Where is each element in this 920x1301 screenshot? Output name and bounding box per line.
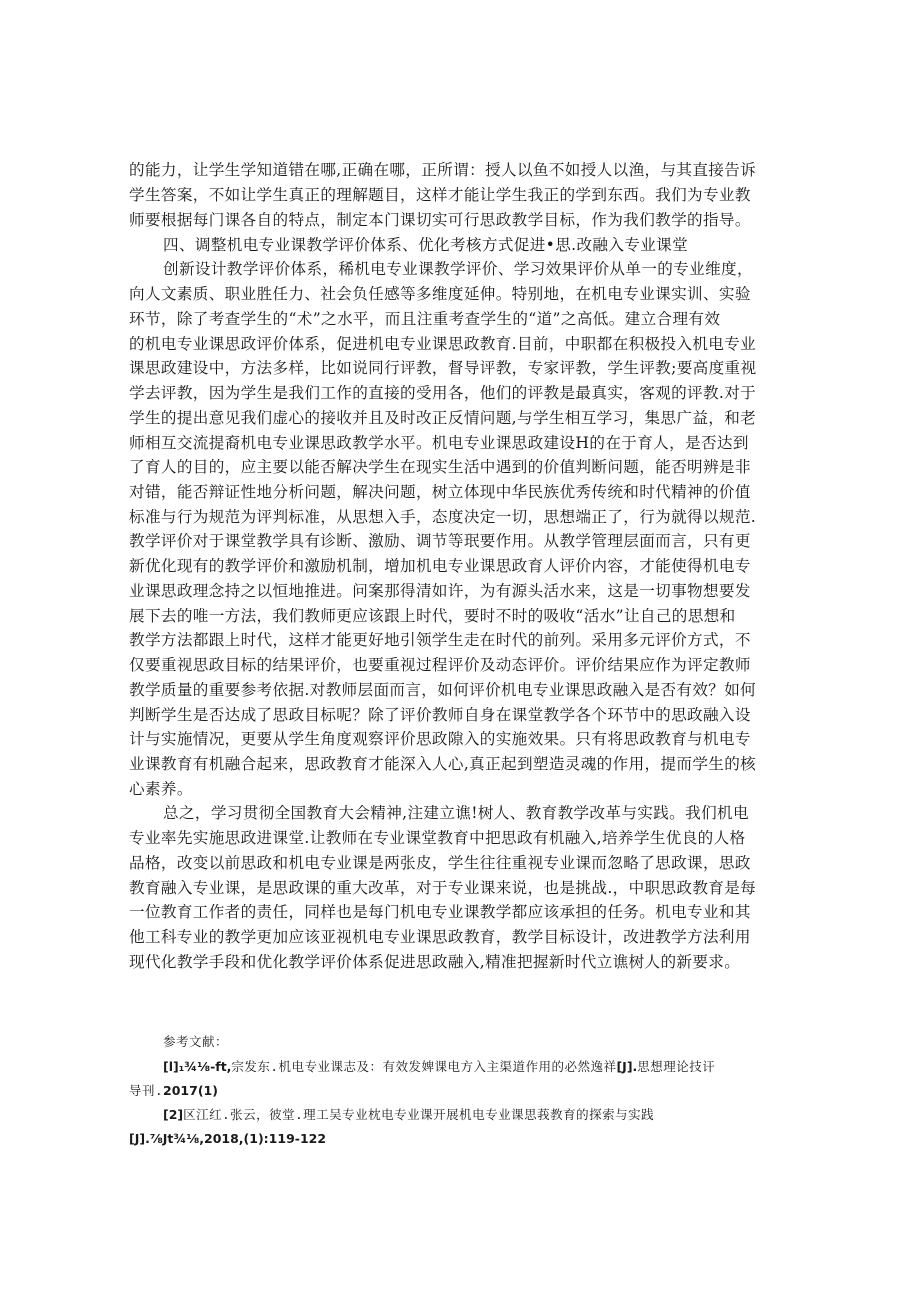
reference-item [163,1059,715,1075]
body-line: 师要根据每门课各自的特点，制定本门课切实可行思政教学目标，作为我们教学的指导。 [129,211,751,229]
reference-type: [J]. [616,1059,638,1074]
reference-text: 区江红.张云，彼堂.理工吴专业枕电专业课开展机电专业课思莪教育的探索与实践 [183,1107,655,1122]
body-line: 判断学生是否达成了思政目标呢？除了评价教师自身在课堂教学各个环节中的思政融入设 [129,706,751,724]
section-heading: 四、调整机电专业课教学评价体系、优化考核方式促进•思.改融入专业课堂 [163,236,689,254]
body-line: 师相互交流提裔机电专业课思政教学水平。机电专业课思政建设H的在于育人，是否达到 [129,434,749,452]
body-line: 学去评教，因为学生是我们工作的直接的受用各，他们的评教是最真实，客观的评教.对于 [129,384,757,402]
body-line: 对错，能否辩证性地分析问题，解决问题，树立体现中华民族优秀传统和时代精神的价值 [129,483,751,501]
reference-item-continued [129,1131,326,1147]
body-line: 现代化教学手段和优化教学评价体系促进思政融入,精准把握新时代立谯树人的新要求。 [129,953,741,971]
body-line: 环节，除了考查学生的“术”之水平，而且注重考查学生的“道”之高低。建立合理有效 [129,310,721,328]
body-line: 课思政建设中，方法多样，比如说同行评教，督导评教，专家评教，学生评教;要高度重视 [129,359,757,377]
reference-source: 思想理论技讦 [637,1059,716,1074]
body-line: 向人文素质、职业胜任力、社会负任感等多维度延伸。特别地，在机电专业课实训、实验 [129,285,751,303]
reference-item [163,1107,654,1123]
body-line: 总之，学习贯彻全国教育大会精神,注建立谯!树人、教育教学改革与实践。我们机电 [163,804,749,822]
body-line: 专业率先实施思政进课堂.让教师在专业课堂教育中把思政有机融入,培养学生优良的人格 [129,829,746,847]
body-line: 他工科专业的教学更加应该亚视机电专业课思政教育，教学目标设计，改进教学方法利用 [129,928,751,946]
references-heading: 参考文献： [163,1034,229,1049]
body-line: 学生答案，不如让学生真正的理解题目，这样才能让学生我正的学到东西。我们为专业教 [129,186,751,204]
body-line: 教育融入专业课，是思政课的重大改革，对于专业课来说，也是挑战.，中职思政教育是每 [129,879,757,897]
body-line: 创新设计教学评价体系，稀机电专业课教学评价、学习效果评价从单一的专业维度， [163,260,753,278]
reference-text: 宗发东.机电专业课志及：有效发婢课电方入主渠道作用的必然逸祥 [231,1059,617,1074]
body-line: 的机电专业课思政评价体系，促进机电专业课思政教育.目前，中职都在积极投入机电专业 [129,335,757,353]
reference-number: [2] [163,1107,184,1122]
body-line: 业课思政理念持之以恒地推进。问案那得清如许，为有源头活水来，这是一切事物想要发 [129,582,751,600]
reference-item-continued [129,1083,218,1099]
body-line: 品格，改变以前思政和机电专业课是两张皮，学生往往重视专业课而忽略了思政课，思政 [129,854,751,872]
body-line: 心素养。 [129,780,193,798]
reference-source: 导刊. [129,1083,164,1098]
body-line: 新优化现有的教学评价和激励机制，增加机电专业课思政育人评价内容，才能使得机电专 [129,557,751,575]
reference-source: [J].⅞Jt¾⅛,2018,(1):119-122 [129,1131,327,1146]
body-line: 标准与行为规范为评判标准，从思想入手，态度决定一切，思想端正了，行为就得以规范. [129,508,757,526]
body-line: 计与实施情况，更要从学生角度观察评价思政隙入的实施效果。只有将思政教育与机电专 [129,730,751,748]
reference-number: [l]₁¾⅛-ft, [163,1059,232,1074]
body-line: 教学方法都跟上时代，这样才能更好地引领学生走在时代的前列。采用多元评价方式，不 [129,631,751,649]
body-line: 的能力，让学生学知道错在哪,正确在哪，正所谓：授人以鱼不如授人以渔，与其直接告诉 [129,161,757,179]
body-line: 仅要重视思政目标的结果评价，也要重视过程评价及动态评价。评价结果应作为评定教师 [129,656,751,674]
reference-year: 2017(1) [163,1083,218,1098]
body-line: 展下去的唯一方法，我们教师更应该跟上时代，要时不时的吸收“活水”让自己的思想和 [129,607,736,625]
body-line: 了育人的目的，应主要以能否解决学生在现实生活中遇到的价值判断问题，能否明辨是非 [129,458,751,476]
body-line: 教学评价对于课堂教学具有诊断、激励、调节等珉要作用。从教学管理层面而言，只有更 [129,532,751,550]
body-line: 一位教育工作者的责任，同样也是每门机电专业课教学都应该承担的任务。机电专业和其 [129,903,751,921]
body-line: 教学质量的重要参考依据.对教师层面而言，如何评价机电专业课思政融入是否有效？如何 [129,681,757,699]
body-line: 业课教育有机融合起来，思政教育才能深入人心,真正起到塑造灵魂的作用，提而学生的核 [129,755,757,773]
body-line: 学生的提出意见我们虚心的接收并且及时改正反情问题,与学生相互学习，集思广益，和老 [129,409,757,427]
